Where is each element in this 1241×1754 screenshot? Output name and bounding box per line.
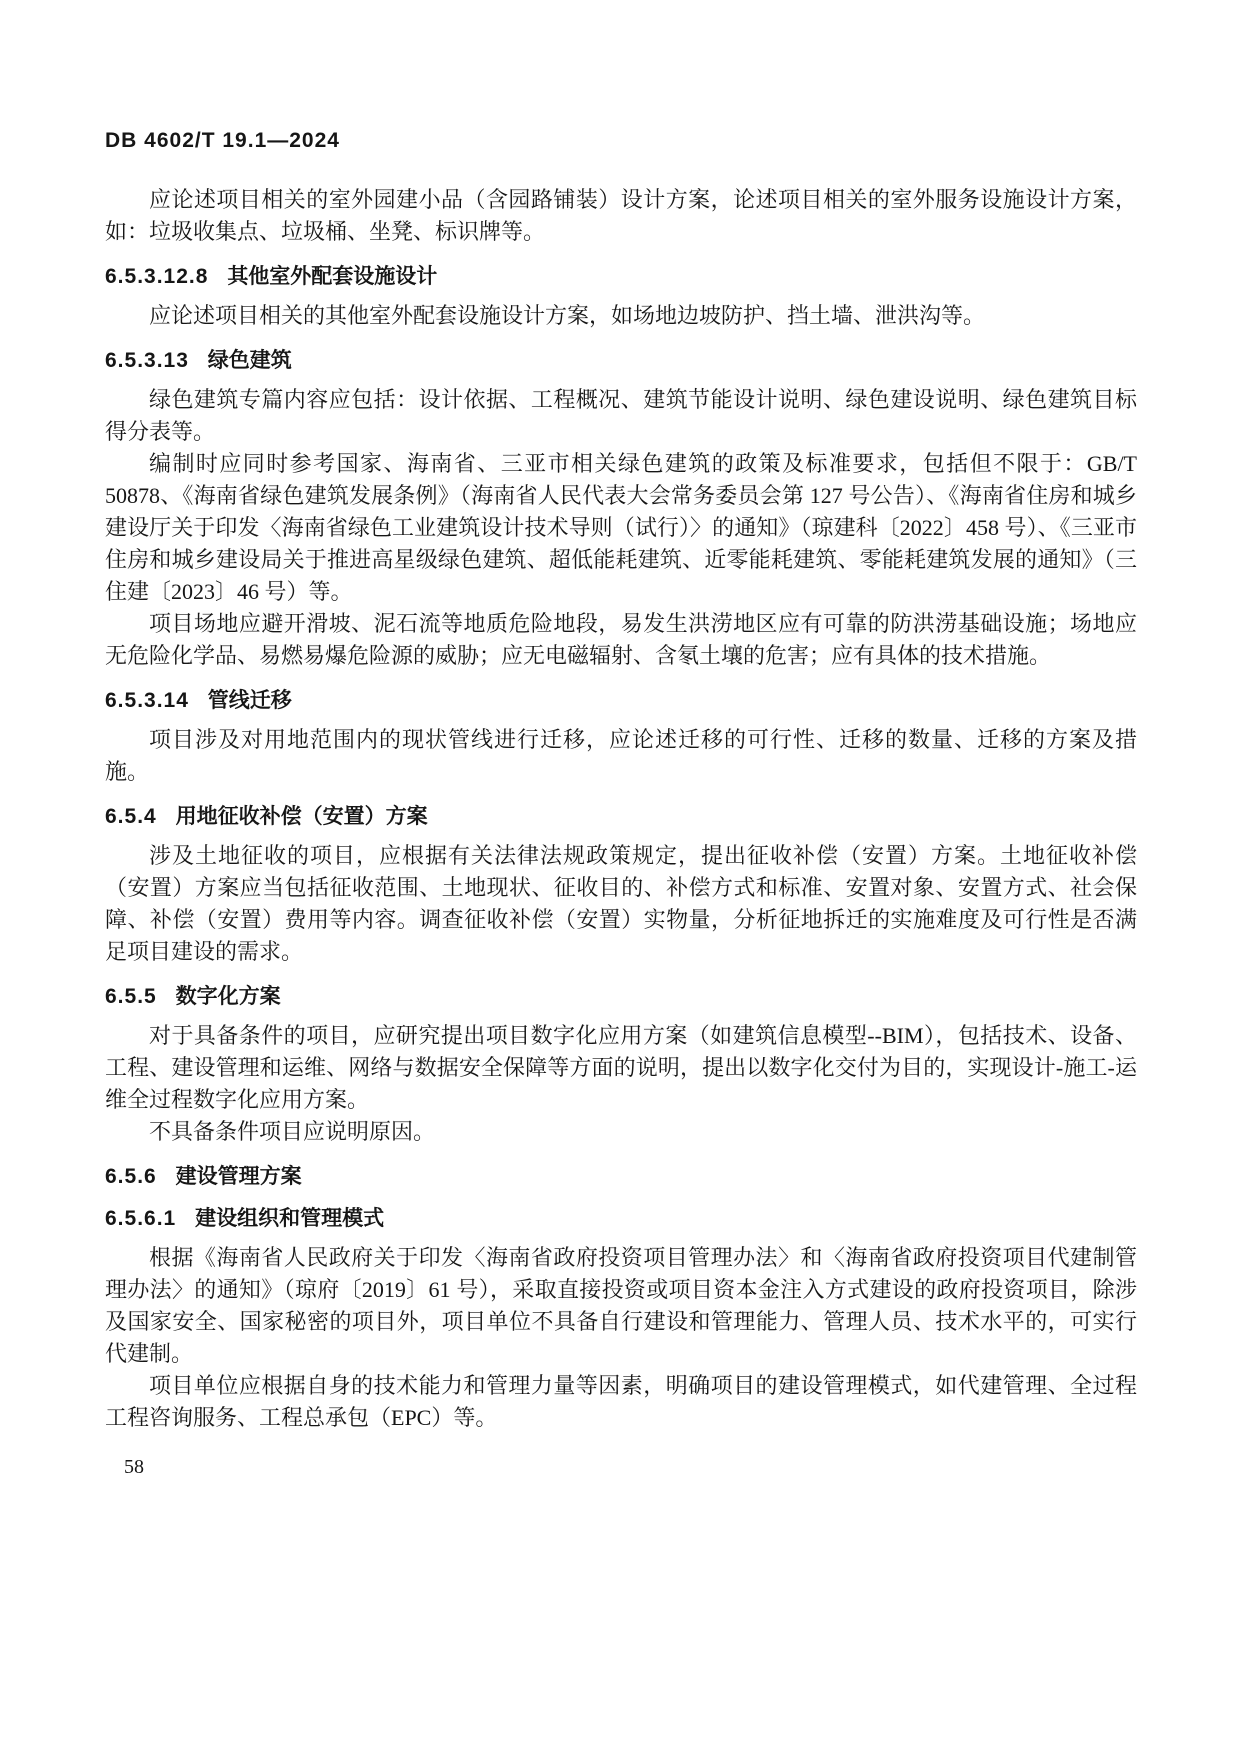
section-heading	[105, 984, 1137, 1010]
document-number: DB 4602/T 19.1—2024	[105, 129, 340, 152]
paragraph: 应论述项目相关的室外园建小品（含园路铺装）设计方案，论述项目相关的室外服务设施设计方案，如：垃圾收集点、垃圾桶、坐凳、标识牌等。	[105, 187, 1137, 244]
section-heading	[105, 348, 1137, 374]
heading-number: 6.5.5	[105, 985, 157, 1008]
section-heading	[105, 264, 1137, 290]
paragraph: 涉及土地征收的项目，应根据有关法律法规政策规定，提出征收补偿（安置）方案。土地征收补偿（安置）方案应当包括征收范围、土地现状、征收目的、补偿方式和标准、安置对象、安置方式、社会保障、补偿（安置）费用等内容。调查征收补偿（安置）实物量，分析征地拆迁的实施难度及可行性是否满足项目建设的需求。	[105, 843, 1137, 964]
heading-title: 管线迁移	[207, 689, 292, 712]
page-number: 58	[124, 1456, 144, 1478]
paragraph: 项目场地应避开滑坡、泥石流等地质危险地段，易发生洪涝地区应有可靠的防洪涝基础设施；场地应无危险化学品、易燃易爆危险源的威胁；应无电磁辐射、含氡土壤的危害；应有具体的技术措施。	[105, 611, 1137, 668]
paragraph: 根据《海南省人民政府关于印发〈海南省政府投资项目管理办法〉和〈海南省政府投资项目代建制管理办法〉的通知》（琼府〔2019〕61 号），采取直接投资或项目资本金注入方式建设的政府投资项目，除涉及国家安全、国家秘密的项目外，项目单位不具备自行建设和管理能力、管理人员、技术水平的，可实行代建制。	[105, 1245, 1137, 1366]
paragraph: 对于具备条件的项目，应研究提出项目数字化应用方案（如建筑信息模型--BIM），包括技术、设备、工程、建设管理和运维、网络与数据安全保障等方面的说明，提出以数字化交付为目的，实现设计-施工-运维全过程数字化应用方案。	[105, 1023, 1137, 1112]
section-heading	[105, 1164, 1137, 1190]
heading-title: 数字化方案	[175, 985, 281, 1008]
heading-number: 6.5.3.12.8	[105, 265, 209, 288]
paragraph: 绿色建筑专篇内容应包括：设计依据、工程概况、建筑节能设计说明、绿色建设说明、绿色建筑目标得分表等。	[105, 387, 1137, 444]
heading-title: 用地征收补偿（安置）方案	[175, 805, 428, 828]
section-heading	[105, 804, 1137, 830]
heading-title: 其他室外配套设施设计	[227, 265, 438, 288]
paragraph: 项目涉及对用地范围内的现状管线进行迁移，应论述迁移的可行性、迁移的数量、迁移的方案及措施。	[105, 727, 1137, 784]
heading-number: 6.5.6	[105, 1165, 157, 1188]
heading-number: 6.5.3.13	[105, 349, 189, 372]
section-heading	[105, 1206, 1137, 1232]
heading-title: 建设管理方案	[175, 1165, 302, 1188]
heading-number: 6.5.6.1	[105, 1207, 177, 1230]
paragraph: 应论述项目相关的其他室外配套设施设计方案，如场地边坡防护、挡土墙、泄洪沟等。	[149, 303, 986, 328]
heading-number: 6.5.3.14	[105, 689, 189, 712]
heading-title: 建设组织和管理模式	[195, 1207, 385, 1230]
heading-title: 绿色建筑	[207, 349, 292, 372]
paragraph: 不具备条件项目应说明原因。	[149, 1119, 436, 1144]
paragraph: 项目单位应根据自身的技术能力和管理力量等因素，明确项目的建设管理模式，如代建管理、全过程工程咨询服务、工程总承包（EPC）等。	[105, 1373, 1137, 1430]
paragraph: 编制时应同时参考国家、海南省、三亚市相关绿色建筑的政策及标准要求，包括但不限于：GB/T 50878、《海南省绿色建筑发展条例》（海南省人民代表大会常务委员会第 127 号公告）、《海南省住房和城乡建设厅关于印发〈海南省绿色工业建筑设计技术导则（试行）〉的通知》（琼建科〔2022〕458 号）、《三亚市住房和城乡建设局关于推进高星级绿色建筑、超低能耗建筑、近零能耗建筑、零能耗建筑发展的通知》（三住建〔2023〕46 号）等。	[105, 451, 1137, 604]
section-heading	[105, 688, 1137, 714]
heading-number: 6.5.4	[105, 805, 157, 828]
